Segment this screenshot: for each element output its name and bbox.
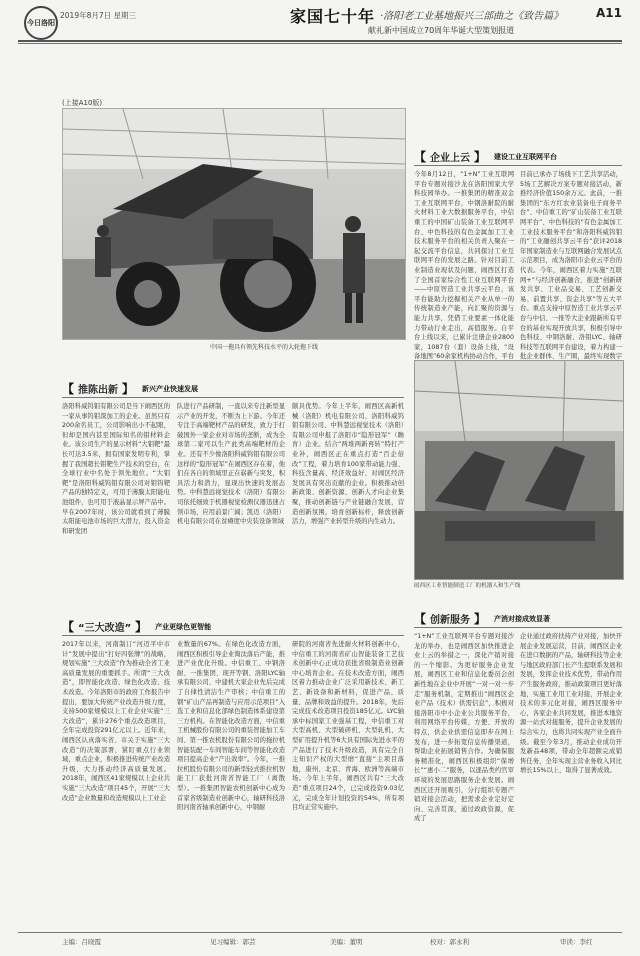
robot-production-photo [414,360,624,580]
bracket-right-icon: 】 [474,150,487,164]
issue-date: 2019年8月7日 星期三 [60,11,137,20]
robot-line-illustration [415,361,623,579]
bracket-right-icon: 】 [122,382,135,396]
section-divider [62,635,404,636]
section-divider [414,627,622,628]
section-subtitle: 产业更绿色更智能 [155,622,212,631]
footer-proofreader: 校对：郭永利 [430,938,469,946]
bracket-left-icon: 【 [62,620,75,634]
section-title: 创新服务 [430,615,471,626]
section-title: “三大改造” [78,623,132,634]
bracket-right-icon: 】 [135,620,148,634]
section-subtitle: 建设工业互联网平台 [494,152,558,161]
photo1-caption: 中国一拖具有领先科技水平的大轮拖下线 [210,344,319,351]
section-divider [414,165,622,166]
footer-reviewer: 审读：李红 [560,938,593,946]
photo2-caption: 闹西区工业智能制造工厂的机器人和生产线 [414,583,521,589]
page-number: A11 [596,6,622,20]
continued-label: (上接A10版) [62,99,103,107]
bracket-left-icon: 【 [414,612,427,626]
bracket-right-icon: 】 [474,612,487,626]
page-title-sub: ·洛阳老工业基地振兴三部曲之《致告篇》 [380,11,564,22]
bracket-left-icon: 【 [414,150,427,164]
page-subtitle: 献礼新中国成立70周年华诞大型策划报道 [368,26,515,35]
section-title: 推陈出新 [78,385,119,396]
footer-designer: 美编：董明 [330,938,363,946]
masthead-rule-thin [18,43,622,44]
footer-assistant-editor: 见习编辑：郭芸 [210,938,256,946]
article-column: 研院的河南省先进耐火材料创新中心，中信重工的河南省矿山智能装备工艺技术创新中心正成功获批省级制造业创新中心培育企业。在技术改造方面，闹西区着力推动企业广泛采用新技术、新工艺、新设备和新材料，促进产品、质量、品牌和效益的提升。2018年，先后完成技术改造项目投资185亿元。LYC轴承中标国家工业强基工程，中信重工对大型高机、大型破碎机、大型轧机、大型矿用提升机等6大具有国际先进水平的产品进行了技术升级改造，具有完全自主知识产权的大型磨“直接”主项目落地，康州、北京、青海、欧洲等高端市场。今年上半年，闹西区共有“三大改造”重点项目24个，已完成投资9.03亿元，完成全年计划投资的54%，所有项目均正常实施中。 [292,641,404,812]
article-column: 今年8月12日，“1+N”工业互联网平台专题对接沙龙在洛阳国家大学科技园举办。一推集团的精准双金工业互联网平台，中钢洛耐院的耐火材料工业大数据服务平台，中信重工的中国矿山装备工业互联网平台、中色科技的有色金属加工工业技术服务平台的相关负责人聚在一起交流平台信息，共同探讨工业互联网平台的发展之路。针对目前工业制造业现状及问题，闹西区打造了全国首家综合性工业互联网平台——中原智造工业共享云平台，该平台能助力挖掘相关产业从单一的传统制造业产能，向汇聚的资源与能力共享，凭借工业要素一体化能力带动行业走出，高值服务。自平台上线以来，已累计注册企业2800家，1087台（套）设备上线，“设备地图”60余家机构协动合作，平台 [414,171,514,361]
article-column: 业数量的67%。在绿色化改造方面，闹西区积极引导企业淘汰落后产能，推进产业优化升级。中信重工、中钢洛耐、一推集团、现开等钢、洛阳LYC轴承有限公司、中建机大家企业先后完成了自律性清洁生产审核；中信重工的钢“矿山产品再制造与应用示范项目”入选工业和信息化部绿色制造体系建设第三方机构。在智能化改造方面，中信重工机械股份有限公司的重装智能加工车间、第一推农机股份有限公司的拖拉机智能装配一车间智能车间等智能化改造项目提高企业“产出效率”。今年，一推拉机股份有限公司的新型轻式推拉机智能工厂获批河南省智能工厂（离散型）。一推集团智能农机创新中心成为首家省级制造业创新中心，轴研科技洛阳河南省轴承创新中心，中钢耐 [177,641,285,812]
article-column: 2017年以来，河南制订“河迈平中市计”发展中提出“打好四张牌”的战略，规划实施“三大改造”作为推动全省工业高质量发展的重要抓手。所谓“三大改造”，即智能化改造、绿色化改造、技术改造。今年洛阳市的政府工作报告中提出，要加大传统产业改造升级力度，支持500家规模以上工业企业实施“三大改造”，累计276个重点改造项目，全年完成投资291亿元以上。近年来，闹西区认真落实省、市关于实施“三大改造”的决策部署，紧盯重点行业领域，重点企业，积极推进传统产业改造升级，大力推动经济高质量发展。2018年，闹西区41家规模以上企业共实施“三大改造”项目45个，开展“三大改造”企业数量和改造规模以上工业企 [62,641,170,802]
section-heading-transformation [62,618,211,635]
tractor-factory-photo [62,108,406,340]
section-subtitle: 新兴产业快速发展 [142,384,199,393]
section-title: 企业上云 [430,153,471,164]
article-column: 队进行产品研制，一直以来专注新型显示产业的开发，不断为上下游。今年还专注于高端靶材产品的研发，致力于打破国外一家企业对市场的垄断，成为全球第二家可以生产此类高端靶材的企业。还有不少像洛阳科威钨钼有限公司这样的“隐形冠军”在闹西区存在着，他们在各自的领域里正在崭新与突发，积具活力和潜力，显现出快速的发展态势。中科慧远视觉技术（洛阳）有限公司依托细致于机器视觉检测仪器迅速占领市场，应用前景广阔；凯迈（洛阳）机电有限公司在贫瘠度中央装设备领域 [177,403,285,526]
section-divider [62,397,404,398]
masthead-rule [18,40,622,42]
page-title: 家国七十年 [290,7,376,26]
section-heading-innovation [62,380,198,397]
bracket-left-icon: 【 [62,382,75,396]
section-heading-service [414,610,550,627]
section-subtitle: 产消对接成效显著 [494,614,551,623]
newspaper-logo: 今日洛阳 [24,6,58,40]
footer-rule [18,932,622,933]
article-column: “1+N”工业互联网平台专题对接沙龙的举办，也是闹西区加快推进企业上云的举措之一，深化产销对接的一个缩影。为更好服务企业发展，闹西区工业和信息化委员会创新性地在企业中开展“一对一对一步走”服务机制，定期推出“闹西区企业产品（技术）供需信息”，积极对接洛阳市中小企业公共服务平台，利用网络平台传媒、方便、开放的特点，供企业供需信息即步在网上发布，进一步拓宽信息传播渠道，帮助企业拓展销售合作。为确保服务精准化，闹西区积极组织“保增长”“惠小二”服务，以逐品类约官审环境的发展思路服务企业发展。闹西区还开展吸引，分行组织专题产销对接会活动，把需求企业定好定向、完善贯深，通过政政资源，促成了 [414,633,514,823]
footer-editor: 主编：吕晓霞 [62,938,101,946]
article-column: 颇具优势。今年上半年，闹西区高新机械（洛阳）机电有限公司、洛阳科威钨钼有限公司、中科慧远视觉技术（洛阳）有限公司申报了洛阳市“隐形冠军”（瞻育）企业。结合“两堆两新再转”特打产业补，闹西区正在重点打造“百企倍改”工程，着力培育100家带动能力强、科技含量高、经济效益好、对闹区经济发展具有突出贡献的企业。积极推动创新政策、创新资源、创新人才向企业集聚，推动创新链与产业链融合发展，营造创新氛围，培育创新标杆，释放创新活力，增强产业转型升级的内生动力。 [292,403,404,526]
article-column: 洛阳科威钨钼有限公司是当下闹西区的一家从事钨钼深加工的企业。虽然只有200余名员工，公司影响出小不起眼，但却是国内甚至国际知名的钼材料企业。该公司生产的显示材料“大钼靶”最长可达3.5米，拥有国家发明专利，掌握了我国超长钼靶生产技术的空白，在全球行业中名处于领先地位。“大钼靶”是洛阳科威钨钼有限公司对钼钨靶产品的独特定义，可用于薄膜太阳能电池组件，也可用于液晶显示屏产品中。早在2007年时，该公司就看到了薄膜太阳能电池市场的巨大潜力，投入资金和研发团 [62,403,170,535]
section-heading-cloud [414,148,557,165]
article-column: 目前已承办了场线下工艺共享活动，5场工艺解决方案专题对接活动，新推经济价值150余万元。此前，一推集团的“东方红农业装备电子商务平台”、中信重工的“矿山装备工业互联网平台”、中色科技的“有色金属加工工业技术服务平台”和洛阳科威钨钼的“工业融创共享云平台”获评2018年国家制造业与互联网融合发展试点示范项目，成为洛阳市企业云平台的代表。今年，闹西区着力实施“互联网+”与经济创新融合，推进“创新研发共享、工业品交易、工艺创新交易、前置共享、资金共享”等五大平台。重点支持中原智造工业共享云平台与中信、一推等大企业跟新所有平台的基业实现开放共享，积极引导中色科技、中钢洛耐、洛钼LYC、轴研科技等互联网平台建设，着力构建一批企业群体、生产圈，最终实现数字 [520,171,622,361]
tractor-illustration [63,109,405,339]
article-column: 企业通过政府扶持产业对接，加快开展企业发展运营，目前，闹西区企业在进口数据的产品，轴研科技等企业与地区政府部门长产生提联系发展和发展，发挥企业技术优势，带动作用产生服务政府，推动政策项目更好落地，实施工业用工业对接，开展企业技术的多元化对接，闹西区服务中心，各家企业共同发展，推进本地资源一站式对接服务，提升企业发展的综合实力，也将共同实现产业全面升级。截至今年3月，推动企业成功开发新品48项，带动全年超额完成销售任务，全年实现主营业务收入同比增长15%以上，取得了显著成效。 [520,633,622,775]
